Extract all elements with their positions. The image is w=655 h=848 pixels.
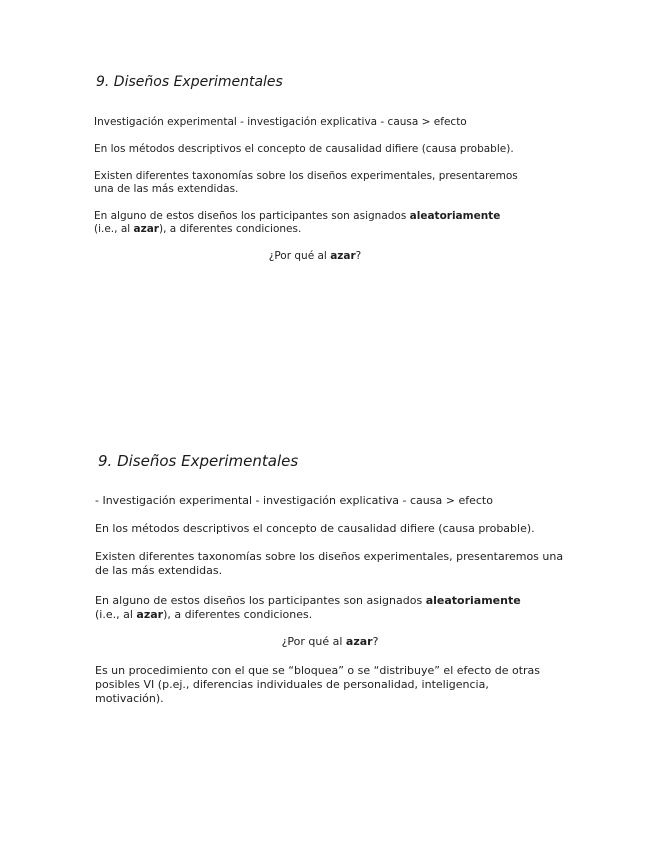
slide-2-line-1: - Investigación experimental - investigación explicativa - causa > efecto	[95, 494, 493, 507]
slide-2-line-4	[95, 594, 545, 622]
slide-2-aleatoriamente: aleatoriamente	[425, 594, 521, 607]
slide-2-question-azar: azar	[345, 635, 373, 648]
slide-2-line-3: Existen diferentes taxonomías sobre los diseños experimentales, presentaremos una de las más extendidas.	[95, 550, 564, 577]
slide-1-line-1: Investigación experimental - investigación explicativa - causa > efecto	[94, 116, 467, 128]
slide-1-line-2: En los métodos descriptivos el concepto de causalidad difiere (causa probable).	[94, 143, 514, 155]
slide-2-line-4-mid: (i.e., al	[95, 608, 137, 621]
slide-2-line-4-text: En alguno de estos diseños los participantes son asignados	[95, 594, 426, 607]
slide-2-azar: azar	[136, 608, 164, 621]
slide-1-azar: azar	[133, 223, 159, 235]
slide-2-title: 9. Diseños Experimentales	[98, 452, 299, 470]
slide-2-line-2: En los métodos descriptivos el concepto de causalidad difiere (causa probable).	[95, 522, 535, 535]
slide-2-question-text: ¿Por qué al	[281, 635, 346, 648]
slide-1-title: 9. Diseños Experimentales	[96, 74, 283, 90]
slide-1-question-azar: azar	[330, 250, 356, 262]
slide-2-question	[210, 635, 450, 649]
slide-2-line-4-end: ), a diferentes condiciones.	[163, 608, 313, 621]
slide-2-question-mark: ?	[372, 635, 379, 648]
slide-1-question-text: ¿Por qué al	[268, 250, 331, 262]
slide-2-answer: Es un procedimiento con el que se “bloquea” o se “distribuye” el efecto de otras posibles VI (p.ej., diferencias individuales de personalidad, inteligencia, motivación).	[95, 664, 541, 705]
slide-1-question	[200, 250, 430, 263]
slide-1-line-4-text: En alguno de estos diseños los participantes son asignados	[94, 210, 410, 222]
slide-1-aleatoriamente: aleatoriamente	[409, 210, 501, 222]
slide-1-line-4-end: ), a diferentes condiciones.	[158, 223, 302, 235]
slide-1-line-4-mid: (i.e., al	[94, 223, 134, 235]
slide-1-line-4	[94, 210, 519, 236]
slide-1-question-mark: ?	[355, 250, 362, 262]
slide-1-line-3: Existen diferentes taxonomías sobre los diseños experimentales, presentaremos una de las más extendidas.	[94, 170, 518, 195]
